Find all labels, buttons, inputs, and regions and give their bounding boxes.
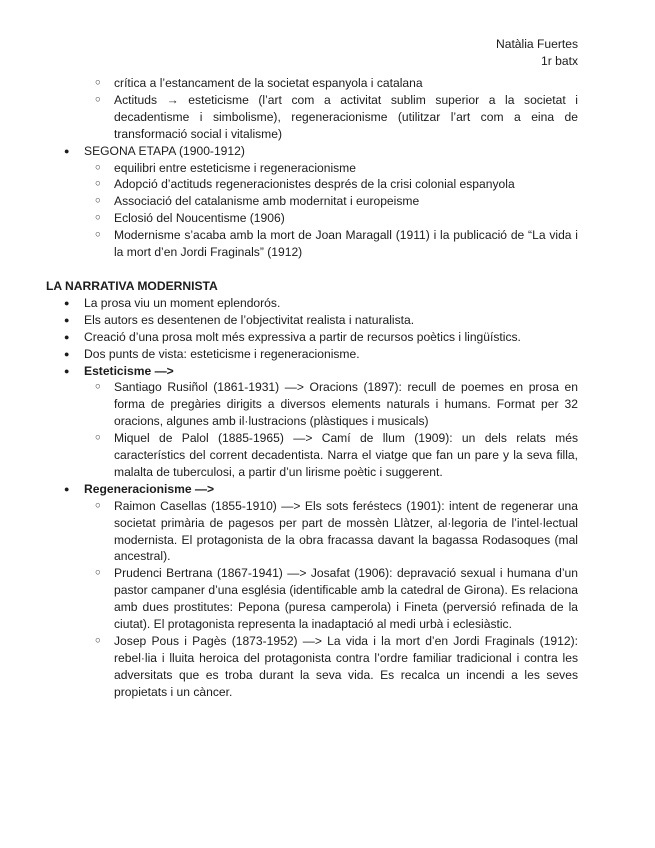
disc-bullet-icon: ● xyxy=(64,297,70,308)
list-item: ○ Actituds → esteticisme (l’art com a activitat sublim superior a la societat i decadentisme i simbolisme), regeneracionisme (utilitzar l’art com a eina de transformació social i vitalisme) xyxy=(95,92,578,141)
disc-bullet-icon: ● xyxy=(64,145,70,156)
circle-bullet-icon: ○ xyxy=(95,77,101,88)
disc-bullet-icon: ● xyxy=(64,483,70,494)
disc-bullet-icon: ● xyxy=(64,331,70,342)
disc-bullet-icon: ● xyxy=(64,365,70,376)
circle-bullet-icon: ○ xyxy=(95,178,101,190)
page-header xyxy=(496,36,578,70)
list-item: ○ Adopció d’actituds regeneracionistes després de la crisi colonial espanyola xyxy=(95,177,515,192)
circle-bullet-icon: ○ xyxy=(95,567,101,579)
list-item: ○ Raimon Casellas (1855-1910) —> Els sots feréstecs (1901): intent de regenerar una societat primària de pagesos per part de mossèn Llàtzer, al·legoria de l’intel·lectual modernista. El protagonista de la obra fracassa davant la bagassa Rodasoques (mal ancestral). xyxy=(95,498,578,564)
circle-bullet-icon: ○ xyxy=(95,499,101,511)
section-heading: LA NARRATIVA MODERNISTA xyxy=(46,278,218,293)
disc-bullet-icon: ● xyxy=(64,314,70,325)
list-item: ○ crítica a l’estancament de la societat espanyola i catalana xyxy=(95,76,423,90)
circle-bullet-icon: ○ xyxy=(95,195,101,207)
author-name: Natàlia Fuertes xyxy=(495,37,578,51)
course-label: 1r batx xyxy=(541,54,578,68)
circle-bullet-icon: ○ xyxy=(95,93,101,105)
list-item: ○ Prudenci Bertrana (1867-1941) —> Josafat (1906): depravació sexual i humana d’un pastor campaner d’una església (identificable amb la catedral de Girona). Es relaciona amb dues prostitutes: Pepona (puresa camperola) i Fineta (perversió refinada de la ciutat). El protagonista representa la inadaptació al medi urbà i eclesiàstic. xyxy=(95,566,578,632)
list-item: ○ equilibri entre esteticisme i regeneracionisme xyxy=(95,160,356,175)
list-item: ○ Eclosió del Noucentisme (1906) xyxy=(95,211,285,226)
disc-bullet-icon: ● xyxy=(64,348,70,359)
document-body xyxy=(46,75,578,701)
circle-bullet-icon: ○ xyxy=(95,432,101,444)
list-item: ● Els autors es desentenen de l’objectivitat realista i naturalista. xyxy=(64,312,415,327)
list-item-segona-etapa: ● SEGONA ETAPA (1900-1912) xyxy=(64,143,245,158)
list-item: ○ Santiago Rusiñol (1861-1931) —> Oracions (1897): recull de poemes en prosa en forma de pregàries dirigits a diversos elements naturals i humans. Format per 32 oracions, algunes amb il·lustracions (plàstiques i musicals) xyxy=(95,380,578,429)
list-item: ● Dos punts de vista: esteticisme i regeneracionisme. xyxy=(64,346,360,361)
circle-bullet-icon: ○ xyxy=(95,161,101,173)
circle-bullet-icon: ○ xyxy=(95,212,101,224)
list-item: ○ Associació del catalanisme amb modernitat i europeisme xyxy=(95,194,420,209)
list-item: ○ Josep Pous i Pagès (1873-1952) —> La vida i la mort d’en Jordi Fraginals (1912): rebel·lia i lluita heroica del protagonista contra l’ordre familiar tradicional i contra les adversitats que es troba durant la seva vida. Es recalca un incendi a les seves propietats i un càncer. xyxy=(95,634,578,699)
circle-bullet-icon: ○ xyxy=(95,229,101,241)
list-item: ● Creació d’una prosa molt més expressiva a partir de recursos poètics i lingüístics. xyxy=(64,329,521,344)
list-item: ○ Miquel de Palol (1885-1965) —> Camí de llum (1909): un dels relats més característics del corrent decadentista. Narra el viatge que fan un pare y la seva filla, malalta de tuberculosi, a partir d’un lirisme poètic i suggerent. xyxy=(95,431,578,479)
list-item-esteticisme: ● Esteticisme —> xyxy=(64,363,174,378)
circle-bullet-icon: ○ xyxy=(95,381,101,393)
list-item-regeneracionisme: ● Regeneracionisme —> xyxy=(64,481,215,496)
list-item: ● La prosa viu un moment eplendorós. xyxy=(64,295,281,310)
list-item: ○ Modernisme s’acaba amb la mort de Joan Maragall (1911) i la publicació de “La vida i la mort d’en Jordi Fraginals” (1912) xyxy=(95,228,578,260)
circle-bullet-icon: ○ xyxy=(95,635,101,646)
